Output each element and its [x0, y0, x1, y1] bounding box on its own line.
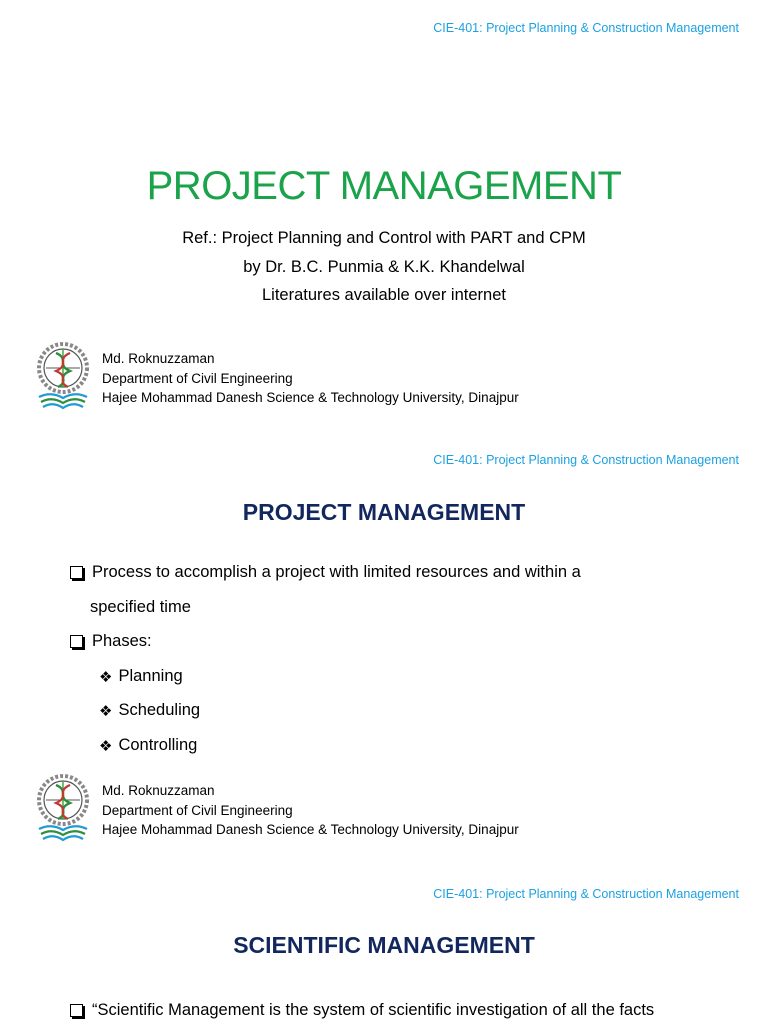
phase-item-controlling [99, 736, 197, 755]
phase-item-scheduling [99, 701, 200, 720]
diamond-bullet-icon: ❖ [99, 668, 113, 686]
author-footer [36, 773, 636, 843]
bullet-definition [69, 1001, 654, 1020]
bullet-phases [69, 632, 152, 651]
slide-2 [0, 432, 768, 864]
course-title: CIE-401: Project Planning & Construction Management [433, 887, 739, 901]
course-title: CIE-401: Project Planning & Construction Management [433, 21, 739, 35]
slide-title: PROJECT MANAGEMENT [242, 499, 526, 525]
author-name: Md. Roknuzzaman [102, 351, 215, 366]
reference-line-1: Ref.: Project Planning and Control with PART and CPM [182, 229, 586, 247]
author-info [102, 781, 519, 840]
author-department: Department of Civil Engineering [102, 370, 293, 386]
square-bullet-icon [70, 635, 83, 648]
bullet-definition-continued [90, 598, 191, 617]
author-university: Hajee Mohammad Danesh Science & Technology University, Dinajpur [102, 390, 519, 405]
phase-text: Controlling [118, 736, 198, 754]
bullet-text: Process to accomplish a project with limited resources and within a [92, 563, 581, 581]
phase-item-planning [99, 667, 183, 686]
reference-line-3: Literatures available over internet [262, 286, 506, 304]
bullet-text: specified time [90, 598, 191, 616]
course-title: CIE-401: Project Planning & Construction Management [433, 453, 739, 467]
bullet-text: “Scientific Management is the system of scientific investigation of all the facts [92, 1001, 655, 1019]
author-info [102, 349, 519, 408]
diamond-bullet-icon: ❖ [99, 702, 113, 720]
author-university: Hajee Mohammad Danesh Science & Technology University, Dinajpur [102, 822, 519, 837]
square-bullet-icon [70, 1004, 83, 1017]
slide-1 [0, 0, 768, 432]
slide-3 [0, 864, 768, 1024]
diamond-bullet-icon: ❖ [99, 737, 113, 755]
author-department: Department of Civil Engineering [102, 802, 293, 818]
phase-text: Planning [118, 667, 183, 685]
square-bullet-icon [70, 566, 83, 579]
slide-title: SCIENTIFIC MANAGEMENT [233, 932, 535, 958]
reference-line-2: by Dr. B.C. Punmia & K.K. Khandelwal [243, 258, 525, 276]
author-footer [36, 341, 636, 411]
phase-text: Scheduling [118, 701, 201, 719]
university-logo-icon [36, 773, 90, 843]
author-name: Md. Roknuzzaman [102, 783, 215, 798]
university-logo-icon [36, 341, 90, 411]
bullet-definition [69, 563, 581, 582]
bullet-text: Phases: [92, 632, 152, 650]
slide-title: PROJECT MANAGEMENT [146, 164, 622, 208]
